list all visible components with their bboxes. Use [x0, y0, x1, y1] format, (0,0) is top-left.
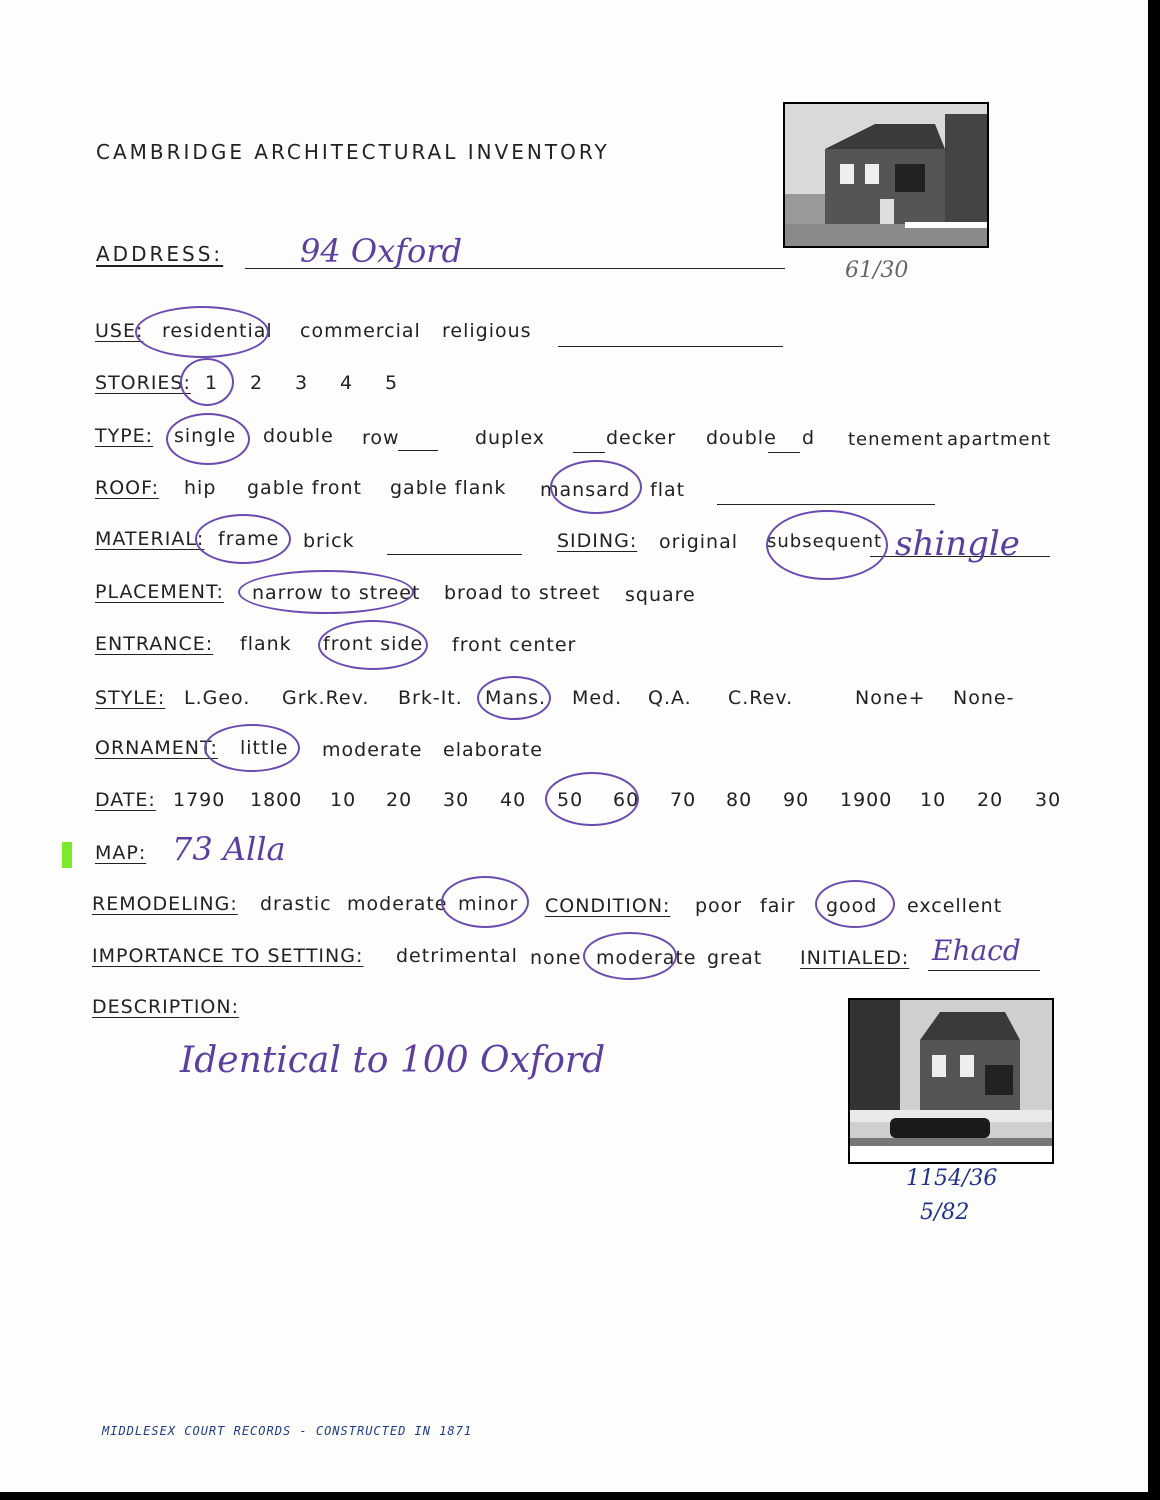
type-option-row[interactable]: row: [362, 427, 400, 449]
roof-selection-circle: [550, 460, 642, 514]
date-option-30b[interactable]: 30: [1035, 789, 1062, 811]
remodeling-option-minor[interactable]: minor: [458, 893, 519, 915]
ornament-selection-circle: [204, 724, 300, 772]
placement-option-narrow[interactable]: narrow to street: [252, 582, 421, 604]
date-option-90[interactable]: 90: [783, 789, 810, 811]
use-selection-circle: [135, 306, 269, 358]
condition-option-good[interactable]: good: [826, 895, 878, 917]
photo-top-ref: 61/30: [845, 258, 909, 283]
importance-option-detrimental[interactable]: detrimental: [396, 945, 518, 967]
ornament-label: ORNAMENT:: [95, 737, 218, 759]
siding-written-value: shingle: [895, 524, 1020, 564]
roof-label: ROOF:: [95, 477, 159, 499]
placement-option-square[interactable]: square: [625, 584, 696, 606]
style-option-qa[interactable]: Q.A.: [648, 687, 692, 709]
condition-selection-circle: [815, 880, 895, 928]
stories-option-5[interactable]: 5: [385, 372, 399, 394]
footnote: MIDDLESEX COURT RECORDS - CONSTRUCTED IN 1871: [102, 1424, 473, 1438]
style-option-mans[interactable]: Mans.: [485, 687, 547, 709]
date-option-60[interactable]: 60: [613, 789, 640, 811]
style-option-crev[interactable]: C.Rev.: [728, 687, 794, 709]
type-option-double-decker[interactable]: double: [706, 427, 777, 449]
ornament-option-elaborate[interactable]: elaborate: [443, 739, 543, 761]
stories-option-4[interactable]: 4: [340, 372, 354, 394]
initialed-label: INITIALED:: [800, 947, 910, 969]
address-label: ADDRESS:: [96, 242, 224, 266]
date-option-20b[interactable]: 20: [977, 789, 1004, 811]
remodeling-option-moderate[interactable]: moderate: [347, 893, 448, 915]
condition-option-excellent[interactable]: excellent: [907, 895, 1003, 917]
type-label: TYPE:: [95, 425, 154, 447]
description-value: Identical to 100 Oxford: [180, 1040, 606, 1081]
ornament-option-moderate[interactable]: moderate: [322, 739, 423, 761]
type-option-double[interactable]: double: [263, 425, 334, 447]
siding-option-original[interactable]: original: [659, 531, 739, 553]
initialed-value: Ehacd: [932, 934, 1021, 967]
siding-selection-circle: [766, 510, 888, 580]
address-value: 94 Oxford: [300, 232, 463, 270]
style-option-none-minus[interactable]: None-: [953, 687, 1015, 709]
photo-bottom-ref-line1: 1154/36: [906, 1166, 998, 1191]
remodeling-option-drastic[interactable]: drastic: [260, 893, 332, 915]
type-option-duplex[interactable]: duplex: [475, 427, 546, 449]
date-option-40[interactable]: 40: [500, 789, 527, 811]
placement-label: PLACEMENT:: [95, 581, 224, 603]
date-option-1790[interactable]: 1790: [173, 789, 226, 811]
house-photo-bottom: [848, 998, 1054, 1164]
stories-selection-circle: [180, 358, 234, 406]
type-option-tenement[interactable]: tenement: [848, 429, 944, 450]
material-option-frame[interactable]: frame: [218, 528, 280, 550]
date-option-10[interactable]: 10: [330, 789, 357, 811]
map-value: 73 Alla: [172, 830, 286, 868]
style-label: STYLE:: [95, 687, 166, 709]
description-label: DESCRIPTION:: [92, 996, 240, 1018]
type-decker-line: [573, 452, 605, 453]
use-option-residential[interactable]: residential: [162, 320, 273, 342]
date-option-80[interactable]: 80: [726, 789, 753, 811]
map-label: MAP:: [95, 842, 147, 864]
condition-option-fair[interactable]: fair: [760, 895, 796, 917]
importance-option-none[interactable]: none: [530, 947, 582, 969]
material-other-line: [387, 554, 522, 555]
siding-label: SIDING:: [557, 530, 638, 552]
photo-bottom-ref-line2: 5/82: [920, 1200, 970, 1225]
style-option-none-plus[interactable]: None+: [855, 687, 926, 709]
entrance-option-front-center[interactable]: front center: [452, 634, 577, 656]
form-title: CAMBRIDGE ARCHITECTURAL INVENTORY: [96, 140, 610, 164]
importance-label: IMPORTANCE TO SETTING:: [92, 945, 364, 967]
use-other-line: [558, 346, 783, 347]
style-option-brkit[interactable]: Brk-It.: [398, 687, 463, 709]
type-option-single[interactable]: single: [174, 425, 237, 447]
use-option-commercial[interactable]: commercial: [300, 320, 421, 342]
entrance-option-flank[interactable]: flank: [240, 633, 292, 655]
date-label: DATE:: [95, 789, 156, 811]
placement-option-broad[interactable]: broad to street: [444, 582, 601, 604]
date-selection-circle: [545, 772, 639, 826]
importance-option-moderate[interactable]: moderate: [596, 947, 697, 969]
roof-option-flat[interactable]: flat: [650, 479, 686, 501]
date-option-10b[interactable]: 10: [920, 789, 947, 811]
style-selection-circle: [477, 676, 551, 720]
type-option-d[interactable]: d: [802, 427, 816, 449]
roof-option-gable-flank[interactable]: gable flank: [390, 477, 507, 499]
style-option-grkrev[interactable]: Grk.Rev.: [282, 687, 370, 709]
condition-option-poor[interactable]: poor: [695, 895, 743, 917]
roof-option-gable-front[interactable]: gable front: [247, 477, 362, 499]
entrance-label: ENTRANCE:: [95, 633, 214, 655]
use-label: USE:: [95, 320, 144, 342]
material-label: MATERIAL:: [95, 528, 205, 550]
importance-selection-circle: [583, 932, 677, 980]
house-photo-top: [783, 102, 989, 248]
style-option-med[interactable]: Med.: [572, 687, 623, 709]
entrance-option-front-side[interactable]: front side: [323, 633, 424, 655]
importance-option-great[interactable]: great: [707, 947, 763, 969]
remodeling-selection-circle: [441, 876, 529, 928]
condition-label: CONDITION:: [545, 895, 671, 917]
type-option-decker[interactable]: decker: [606, 427, 677, 449]
highlight-mark: [62, 842, 72, 868]
style-option-lgeo[interactable]: L.Geo.: [184, 687, 251, 709]
type-row-line: [398, 450, 438, 451]
date-option-1900[interactable]: 1900: [840, 789, 893, 811]
type-option-apartment[interactable]: apartment: [947, 429, 1052, 450]
roof-other-line: [717, 504, 935, 505]
type-double-line: [768, 452, 800, 453]
use-option-religious[interactable]: religious: [442, 320, 532, 342]
date-option-30[interactable]: 30: [443, 789, 470, 811]
type-selection-circle: [166, 413, 250, 465]
material-selection-circle: [195, 514, 291, 564]
stories-option-3[interactable]: 3: [295, 372, 309, 394]
stories-option-1[interactable]: 1: [205, 372, 219, 394]
roof-option-hip[interactable]: hip: [184, 477, 217, 499]
material-option-brick[interactable]: brick: [303, 530, 355, 552]
entrance-selection-circle: [318, 620, 428, 670]
remodeling-label: REMODELING:: [92, 893, 238, 915]
date-option-50[interactable]: 50: [557, 789, 584, 811]
stories-label: STORIES:: [95, 372, 191, 394]
ornament-option-little[interactable]: little: [240, 737, 289, 759]
date-option-20[interactable]: 20: [386, 789, 413, 811]
date-option-1800[interactable]: 1800: [250, 789, 303, 811]
siding-option-subsequent[interactable]: subsequent: [767, 531, 883, 552]
date-option-70[interactable]: 70: [670, 789, 697, 811]
initialed-line: [928, 970, 1040, 971]
roof-option-mansard[interactable]: mansard: [540, 479, 631, 501]
placement-selection-circle: [238, 570, 414, 614]
stories-option-2[interactable]: 2: [250, 372, 264, 394]
